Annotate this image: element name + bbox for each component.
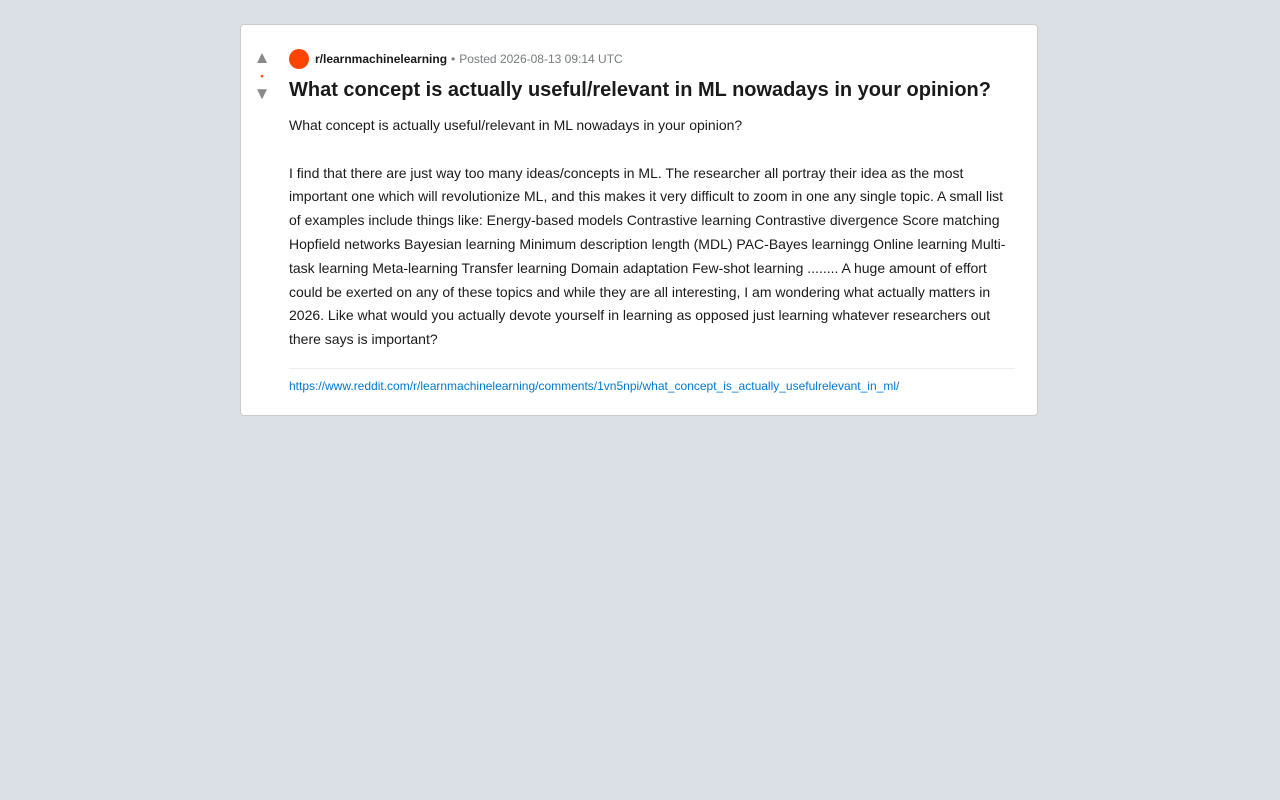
post-content [289,49,1015,394]
post-meta [289,49,1015,69]
divider [289,368,1015,369]
upvote-icon[interactable]: ▲ [253,48,271,67]
permalink-link[interactable]: https://www.reddit.com/r/learnmachinelearning/comments/1vn5npi/what_concept_is_actually_usefulrelevant_in_ml/ [289,378,900,393]
post-timestamp: Posted 2026-08-13 09:14 UTC [459,52,623,66]
subreddit-link[interactable]: r/learnmachinelearning [315,52,448,66]
subreddit-avatar-icon[interactable] [289,49,309,69]
post-body-paragraph: What concept is actually useful/relevant in ML nowadays in your opinion? [289,117,743,133]
meta-separator: • [451,52,456,66]
post-body [289,114,1015,352]
post-body-paragraph: I find that there are just way too many ideas/concepts in ML. The researcher all portray their idea as the most important one which will revolutionize ML, and this makes it very difficult to zoom in one any single topic. A small list of examples include things like: Energy-based models Contrastive learning Contrastive divergence Score matching Hopfield networks Bayesian learning Minimum description length (MDL) PAC-Bayes learningg Online learning Multi-task learning Meta-learning Transfer learning Domain adaptation Few-shot learning ........ A huge amount of effort could be exerted on any of these topics and while they are all interesting, I am wondering what actually matters in 2026. Like what would you actually devote yourself in learning as opposed just learning whatever researchers out there says is important? [289,164,1006,348]
post-title[interactable]: What concept is actually useful/relevant in ML nowadays in your opinion? [289,79,991,101]
vote-score: • [260,71,264,81]
vote-column [241,49,283,103]
downvote-icon[interactable]: ▼ [253,84,271,103]
post-card [240,24,1038,416]
